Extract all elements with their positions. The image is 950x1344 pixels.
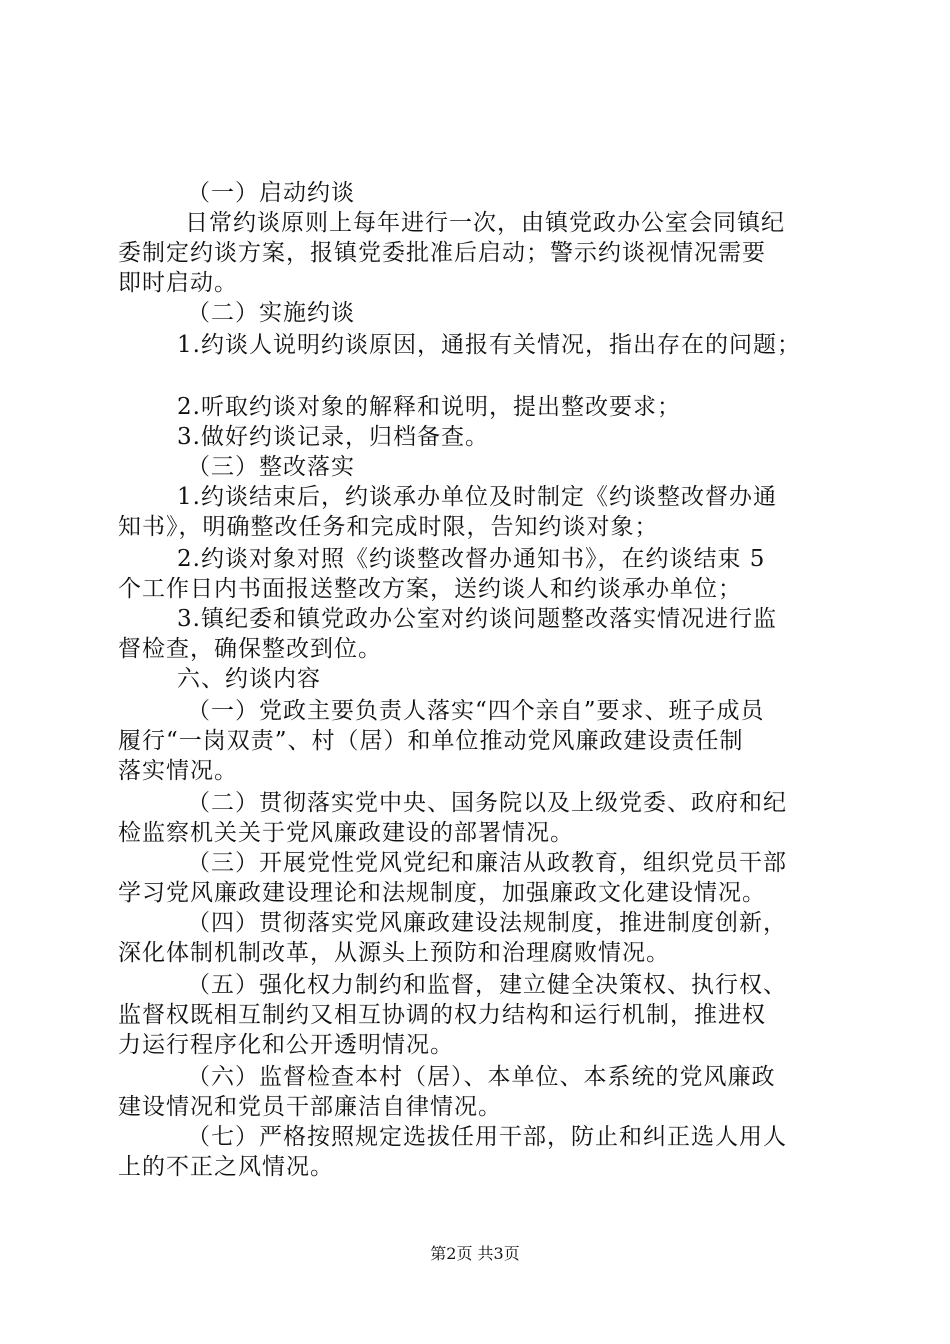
paragraph-line: 即时启动。 <box>118 270 238 296</box>
list-item: 3.做好约谈记录，归档备查。 <box>177 424 489 450</box>
list-item: 3.镇纪委和镇党政办公室对约谈问题整改落实情况进行监 <box>177 606 777 632</box>
page-number-footer: 第2页 共3页 <box>430 1244 520 1263</box>
paragraph-line: （二）贯彻落实党中央、国务院以及上级党委、政府和纪 <box>187 790 787 816</box>
paragraph-line: 个工作日内书面报送整改方案，送约谈人和约谈承办单位； <box>118 576 742 602</box>
paragraph-line: 检监察机关关于党风廉政建设的部署情况。 <box>118 820 574 846</box>
paragraph-line: 学习党风廉政建设理论和法规制度，加强廉政文化建设情况。 <box>118 880 766 906</box>
list-item: 1.约谈人说明约谈原因，通报有关情况，指出存在的问题； <box>177 332 801 358</box>
section-heading: 六、约谈内容 <box>177 666 321 692</box>
paragraph-line: 日常约谈原则上每年进行一次，由镇党政办公室会同镇纪 <box>185 210 785 236</box>
paragraph-line: 上的不正之风情况。 <box>118 1154 334 1180</box>
paragraph-line: 落实情况。 <box>118 758 238 784</box>
paragraph-line: （一）党政主要负责人落实“四个亲自”要求、班子成员 <box>187 698 765 724</box>
paragraph-line: 知书》，明确整改任务和完成时限，告知约谈对象； <box>118 514 659 540</box>
section-heading: （三）整改落实 <box>187 454 355 480</box>
list-item: 1.约谈结束后，约谈承办单位及时制定《约谈整改督办通 <box>177 484 777 510</box>
paragraph-line: 委制定约谈方案，报镇党委批准后启动；警示约谈视情况需要 <box>118 240 766 266</box>
section-heading: （一）启动约谈 <box>187 180 355 206</box>
paragraph-line: （七）严格按照规定选拔任用干部，防止和纠正选人用人 <box>187 1124 787 1150</box>
paragraph-line: 监督权既相互制约又相互协调的权力结构和运行机制，推进权 <box>118 1002 766 1028</box>
list-item: 2.听取约谈对象的解释和说明，提出整改要求； <box>177 394 681 420</box>
paragraph-line: 督检查，确保整改到位。 <box>118 636 382 662</box>
paragraph-line: （六）监督检查本村（居）、本单位、本系统的党风廉政 <box>187 1064 776 1090</box>
paragraph-line: 建设情况和党员干部廉洁自律情况。 <box>118 1094 502 1120</box>
paragraph-line: （三）开展党性党风党纪和廉洁从政教育，组织党员干部 <box>187 850 787 876</box>
paragraph-line: （五）强化权力制约和监督，建立健全决策权、执行权、 <box>187 972 787 998</box>
paragraph-line: （四）贯彻落实党风廉政建设法规制度，推进制度创新， <box>187 910 787 936</box>
section-heading: （二）实施约谈 <box>187 300 355 326</box>
list-item: 2.约谈对象对照《约谈整改督办通知书》，在约谈结束 5 <box>177 546 766 572</box>
paragraph-line: 深化体制机制改革，从源头上预防和治理腐败情况。 <box>118 940 670 966</box>
paragraph-line: 履行“一岗双责”、村（居）和单位推动党风廉政建设责任制 <box>118 728 744 754</box>
paragraph-line: 力运行程序化和公开透明情况。 <box>118 1032 454 1058</box>
